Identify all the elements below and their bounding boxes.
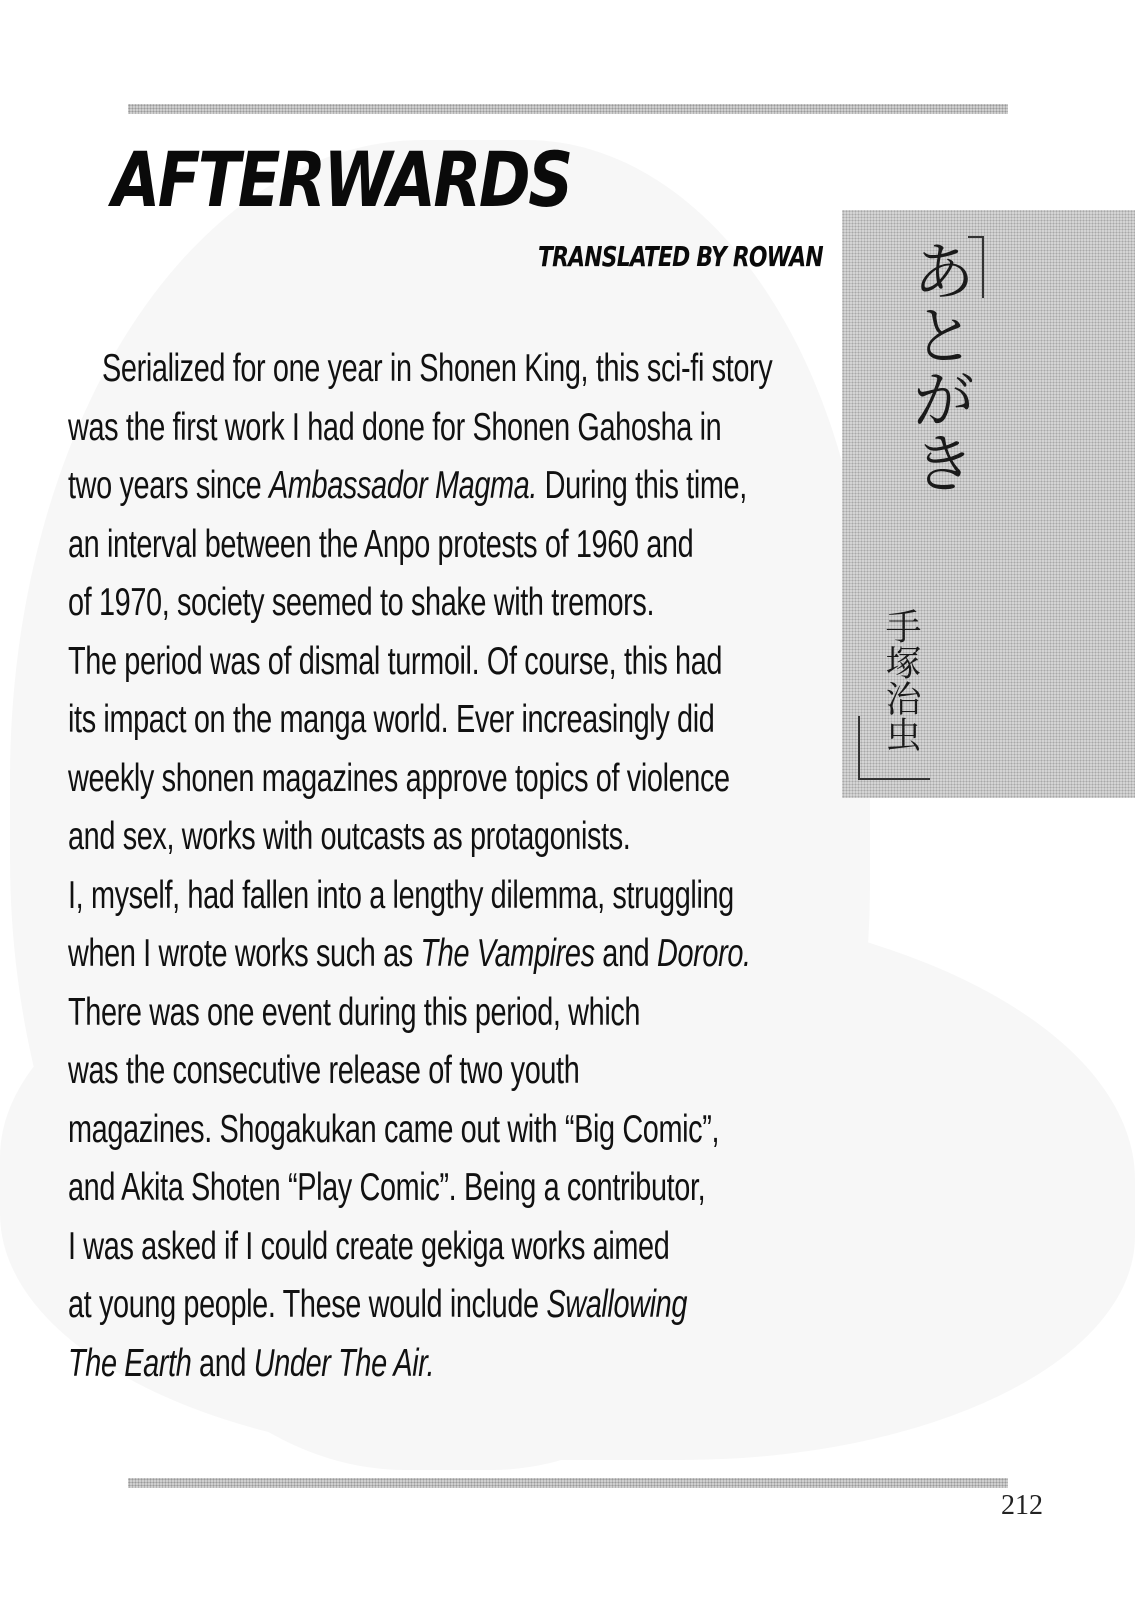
text-line: an interval between the Anpo protests of 1960 and: [68, 522, 694, 566]
work-title: Ambassador Magma.: [269, 464, 537, 507]
work-title: Dororo.: [657, 932, 751, 975]
japanese-author: 手塚治虫: [880, 608, 921, 752]
text-line: The Earth and Under The Air.: [68, 1341, 435, 1385]
text-line: and Akita Shoten “Play Comic”. Being a contributor,: [68, 1166, 706, 1209]
text-line: at young people. These would include Swallowing: [68, 1283, 688, 1326]
text-line: and sex, works with outcasts as protagonists.: [68, 815, 631, 858]
text-line: I, myself, had fallen into a lengthy dilemma, struggling: [68, 873, 734, 917]
text-line: of 1970, society seemed to shake with tremors.: [68, 581, 655, 624]
work-title: Swallowing: [546, 1283, 688, 1326]
text-line: I was asked if I could create gekiga works aimed: [68, 1224, 670, 1268]
bottom-divider: [128, 1478, 1008, 1488]
work-title: The Earth: [68, 1341, 192, 1385]
text-line: when I wrote works such as The Vampires and Dororo.: [68, 932, 751, 975]
text-line: weekly shonen magazines approve topics of violence: [68, 756, 730, 800]
text-line: its impact on the manga world. Ever increasingly did: [68, 698, 715, 741]
top-divider: [128, 104, 1008, 114]
text-line: two years since Ambassador Magma. During this time,: [68, 464, 747, 507]
text-line: was the consecutive release of two youth: [68, 1049, 580, 1092]
text-line: was the first work I had done for Shonen Gahosha in: [68, 405, 722, 449]
work-title: The Vampires: [420, 932, 595, 975]
work-title: Under The Air.: [253, 1341, 435, 1385]
text-line: The period was of dismal turmoil. Of course, this had: [68, 639, 723, 683]
text-line: Serialized for one year in Shonen King, this sci-fi story: [102, 347, 773, 390]
afterword-body: [68, 340, 968, 1393]
text-line: magazines. Shogakukan came out with “Big Comic”,: [68, 1107, 720, 1151]
translator-credit: TRANSLATED BY ROWAN: [538, 240, 823, 273]
page-title: AFTERWARDS: [112, 135, 571, 224]
japanese-title: あとがき: [901, 238, 975, 494]
text-line: There was one event during this period, which: [68, 990, 641, 1034]
page-number: 212: [1001, 1490, 1043, 1521]
